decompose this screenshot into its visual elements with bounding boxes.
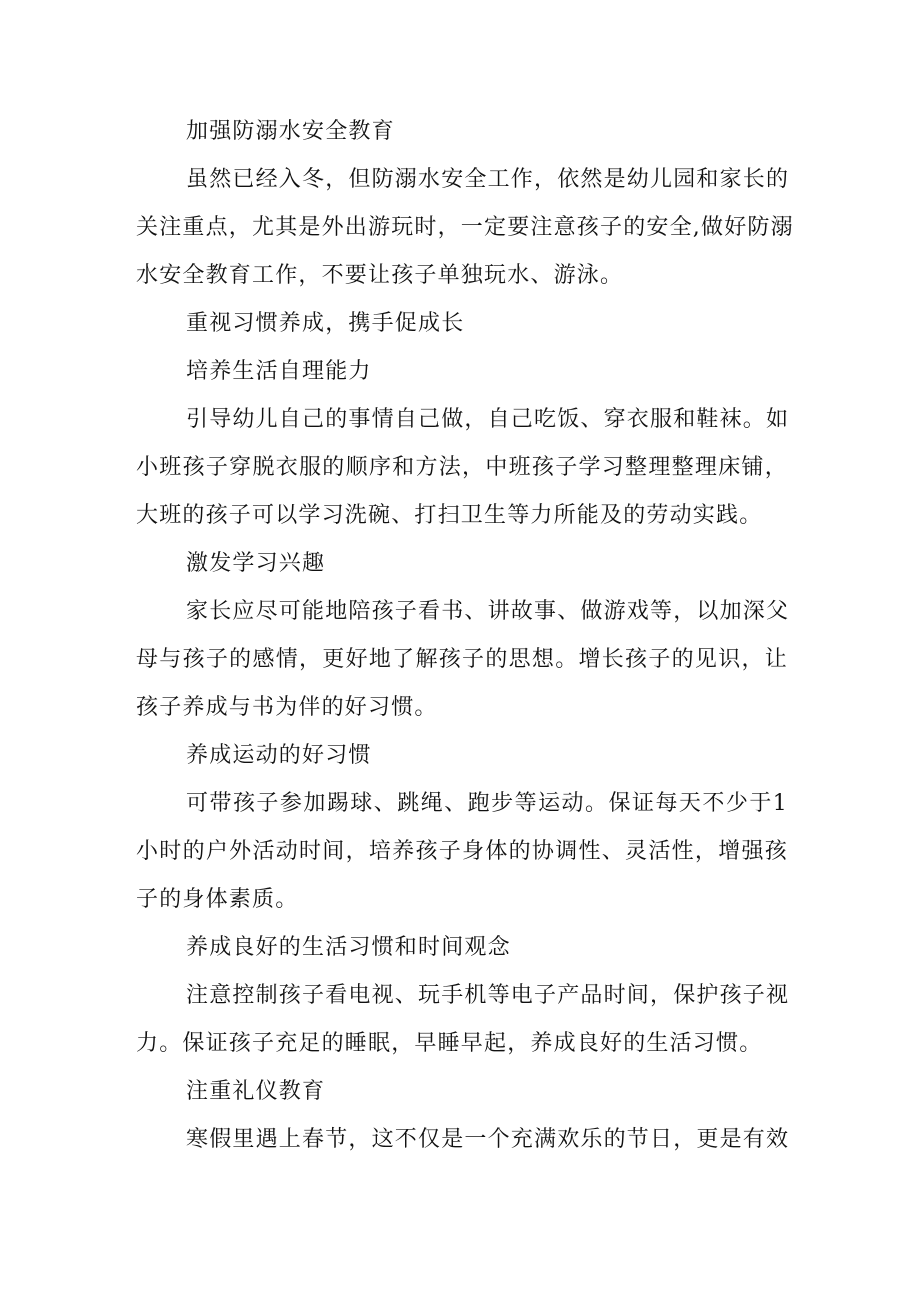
paragraph-line: 小班孩子穿脱衣服的顺序和方法，中班孩子学习整理整理床铺， <box>136 455 788 480</box>
section-heading: 养成运动的好习惯 <box>186 743 372 768</box>
paragraph-line: 虽然已经入冬，但防溺水安全工作，依然是幼儿园和家长的 <box>186 167 790 192</box>
section-heading: 培养生活自理能力 <box>186 359 372 384</box>
paragraph-line: 大班的孩子可以学习洗碗、打扫卫生等力所能及的劳动实践。 <box>136 503 763 528</box>
section-heading: 重视习惯养成，携手促成长 <box>186 311 465 336</box>
paragraph-line: 水安全教育工作，不要让孩子单独玩水、游泳。 <box>136 263 624 288</box>
paragraph-line: 小时的户外活动时间，培养孩子身体的协调性、灵活性，增强孩 <box>136 839 788 864</box>
paragraph-line: 孩子养成与书为伴的好习惯。 <box>136 695 438 720</box>
paragraph-line: 寒假里遇上春节，这不仅是一个充满欢乐的节日，更是有效 <box>186 1127 790 1152</box>
paragraph-line: 力。保证孩子充足的睡眠，早睡早起，养成良好的生活习惯。 <box>136 1031 763 1056</box>
section-heading: 加强防溺水安全教育 <box>186 119 395 144</box>
paragraph-line: 可带孩子参加踢球、跳绳、跑步等运动。保证每天不少于1 <box>186 791 788 816</box>
paragraph-line: 母与孩子的感情，更好地了解孩子的思想。增长孩子的见识，让 <box>136 647 788 672</box>
section-heading: 养成良好的生活习惯和时间观念 <box>186 935 511 960</box>
paragraph-line: 家长应尽可能地陪孩子看书、讲故事、做游戏等，以加深父 <box>186 599 790 624</box>
document-page <box>136 108 794 1164</box>
section-heading: 注重礼仪教育 <box>186 1079 326 1104</box>
paragraph-line: 关注重点，尤其是外出游玩时，一定要注意孩子的安全,做好防溺 <box>136 215 794 240</box>
paragraph-line: 子的身体素质。 <box>136 887 299 912</box>
paragraph-line: 引导幼儿自己的事情自己做，自己吃饭、穿衣服和鞋袜。如 <box>186 407 790 432</box>
paragraph-line: 注意控制孩子看电视、玩手机等电子产品时间，保护孩子视 <box>186 983 790 1008</box>
section-heading: 激发学习兴趣 <box>186 551 326 576</box>
